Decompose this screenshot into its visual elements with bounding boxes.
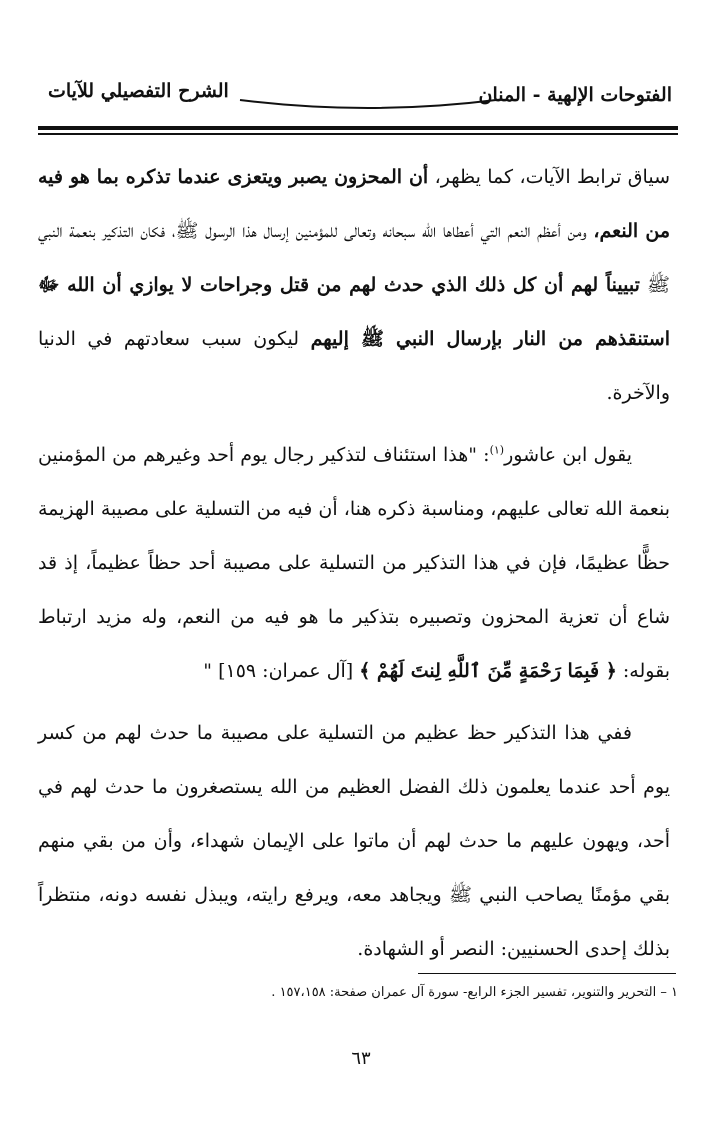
- p2-text-2: : "هذا استئناف لتذكير رجال يوم أحد وغيرهم من المؤمنين بنعمة الله تعالى عليهم، ومناسبة ذكره هنا، أن فيه من التسلية على مصيبة الهزيمة حظًّا عظيمًا، فإن في هذا التذكير من التسلية على مصيبة أحد حظاً عظيماً، إذ قد شاع أن تعزية المحزون وتصبيره بتذكير ما هو فيه من النعم، وله مزيد ارتباط بقوله:: [38, 444, 670, 682]
- p1-bold-2: تبييناً لهم أن كل ذلك الذي حدث لهم من قتل وجراحات لا يوازي أن الله ﷻ استنقذهم من النار بإرسال النبي ﷺ إليهم: [38, 274, 670, 350]
- p3-text: ففي هذا التذكير حظ عظيم من التسلية على مصيبة ما حدث لهم من كسر يوم أحد عندما يعلمون ذلك الفضل العظيم من الله يستصغرون ما حدث لهم في أحد، ويهون عليهم ما حدث لهم أن ماتوا على الإيمان شهداء، وأن من بقي منهم بقي مؤمنًا يصاحب النبي ﷺ ويجاهد معه، ويرفع رايته، ويبذل نفسه دونه، منتظراً بذلك إحدى الحسنيين: النصر أو الشهادة.: [38, 722, 670, 960]
- header-rule-thick: [38, 126, 678, 130]
- p1-text-3: ليكون سبب سعادتهم في الدنيا والآخرة.: [38, 328, 670, 404]
- header-calligraphic-swash: [238, 90, 498, 114]
- p1-text-1: سياق ترابط الآيات، كما يظهر،: [428, 166, 670, 188]
- paragraph-1: [38, 150, 670, 420]
- footnote-marker[interactable]: (١): [489, 443, 505, 457]
- running-header: [38, 72, 678, 122]
- footnote: ١ – التحرير والتنوير، تفسير الجزء الرابع- سورة آل عمران صفحة: ١٥٧،١٥٨ .: [271, 985, 678, 1000]
- header-rule-thin: [38, 133, 678, 135]
- page-number: ٦٣: [351, 1048, 371, 1069]
- footnote-rule: [418, 973, 676, 974]
- header-section-title: الشرح التفصيلي للآيات: [48, 80, 229, 102]
- p1-text-2: ومن أعظم النعم التي أعطاها الله سبحانه وتعالى للمؤمنين إرسال هذا الرسول ﷺ، فكان التذكير بنعمة النبي ﷺ: [38, 220, 670, 296]
- paragraph-3: [38, 706, 670, 976]
- header-book-title: الفتوحات الإلهية - المنان: [478, 84, 672, 106]
- paragraph-2: [38, 428, 670, 698]
- quran-verse: ﴿ فَبِمَا رَحْمَةٍ مِّنَ ٱللَّهِ لِنتَ لَهُمْ ﴾: [359, 660, 617, 682]
- main-text: [38, 150, 670, 984]
- p2-text-1: يقول ابن عاشور: [504, 444, 632, 466]
- p1-bold-1: أن المحزون يصبر ويتعزى عندما تذكره بما هو فيه من النعم،: [38, 166, 671, 242]
- verse-reference: [آل عمران: ١٥٩] ": [203, 660, 360, 682]
